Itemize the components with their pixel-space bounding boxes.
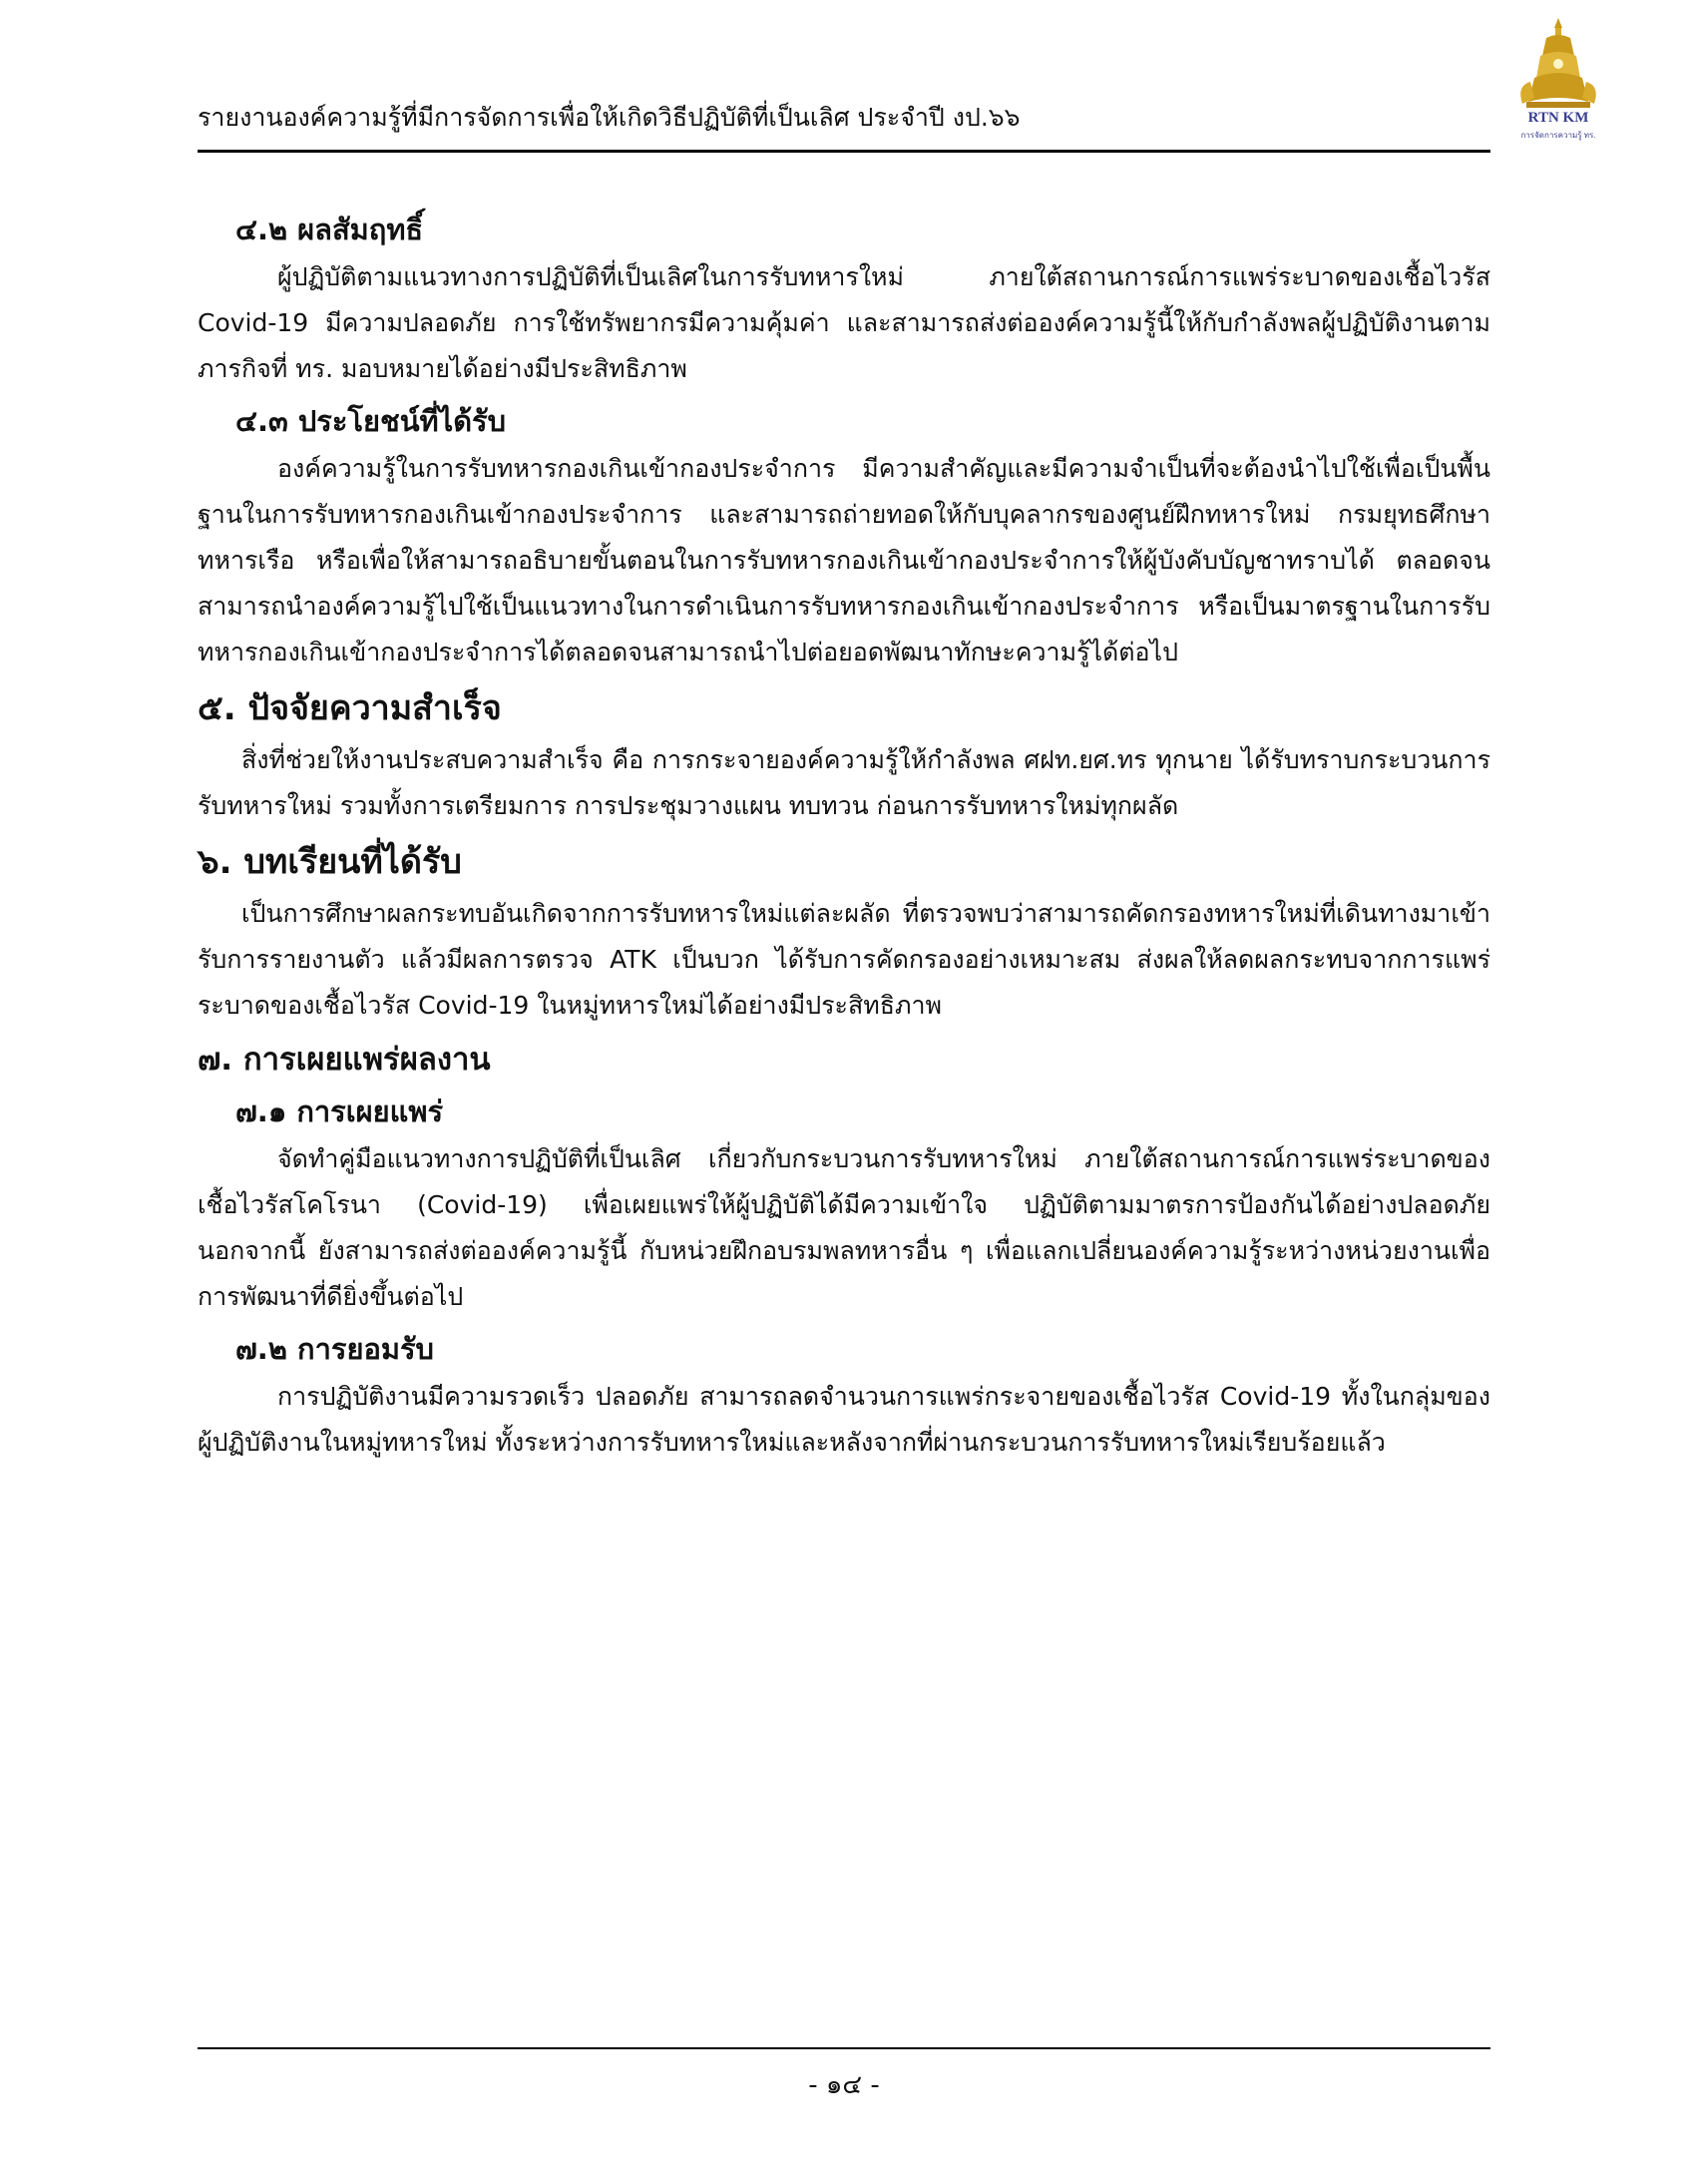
section-paragraph: เป็นการศึกษาผลกระทบอันเกิดจากการรับทหารใหม่แต่ละผลัด ที่ตรวจพบว่าสามารถคัดกรองทหารใหม่ที่เดินทางมาเข้ารับการรายงานตัว แล้วมีผลการตรวจ ATK เป็นบวก ได้รับการคัดกรองอย่างเหมาะสม ส่งผลให้ลดผลกระทบจากการแพร่ระบาดของเชื้อไวรัส Covid-19 ในหมู่ทหารใหม่ได้อย่างมีประสิทธิภาพ [198,899,1490,1020]
header-divider [198,150,1490,153]
document-title: รายงานองค์ความรู้ที่มีการจัดการเพื่อให้เกิดวิธีปฏิบัติที่เป็นเลิศ ประจำปี งป.๖๖ [198,103,1021,132]
logo-subtext: การจัดการความรู้ ทร. [1520,131,1596,140]
section-heading: ๗. การเผยแพร่ผลงาน [198,1042,491,1078]
section-heading: ๗.๑ การเผยแพร่ [235,1094,444,1128]
section-paragraph: องค์ความรู้ในการรับทหารกองเกินเข้ากองประจำการ มีความสำคัญและมีความจำเป็นที่จะต้องนำไปใช้เพื่อเป็นพื้นฐานในการรับทหารกองเกินเข้ากองประจำการ และสามารถถ่ายทอดให้กับบุคลากรของศูนย์ฝึกทหารใหม่ กรมยุทธศึกษาทหารเรือ หรือเพื่อให้สามารถอธิบายขั้นตอนในการรับทหารกองเกินเข้ากองประจำการให้ผู้บังคับบัญชาทราบได้ ตลอดจนสามารถนำองค์ความรู้ไปใช้เป็นแนวทางในการดำเนินการรับทหารกองเกินเข้ากองประจำการ หรือเป็นมาตรฐานในการรับทหารกองเกินเข้ากองประจำการได้ตลอดจนสามารถนำไปต่อยอดพัฒนาทักษะความรู้ได้ต่อไป [198,454,1490,666]
section-heading: ๕. ปัจจัยความสำเร็จ [198,688,502,728]
rtn-km-logo [1508,16,1608,146]
section-heading: ๗.๒ การยอมรับ [235,1332,434,1366]
section-5 [198,679,1490,829]
footer-divider [198,2047,1490,2049]
crown-emblem-icon [1508,16,1608,110]
section-7 [198,1033,1490,1087]
section-paragraph: การปฏิบัติงานมีความรวดเร็ว ปลอดภัย สามารถลดจำนวนการแพร่กระจายของเชื้อไวรัส Covid-19 ทั้งในกลุ่มของผู้ปฏิบัติงานในหมู่ทหารใหม่ ทั้งระหว่างการรับทหารใหม่และหลังจากที่ผ่านกระบวนการรับทหารใหม่เรียบร้อยแล้ว [198,1382,1490,1457]
logo-text: RTN KM [1527,110,1589,126]
section-paragraph: จัดทำคู่มือแนวทางการปฏิบัติที่เป็นเลิศ เกี่ยวกับกระบวนการรับทหารใหม่ ภายใต้สถานการณ์การแพร่ระบาดของเชื้อไวรัสโคโรนา (Covid-19) เพื่อเผยแพร่ให้ผู้ปฏิบัติได้มีความเข้าใจ ปฏิบัติตามมาตรการป้องกันได้อย่างปลอดภัย นอกจากนี้ ยังสามารถส่งต่อองค์ความรู้นี้ กับหน่วยฝึกอบรมพลทหารอื่น ๆ เพื่อแลกเปลี่ยนองค์ความรู้ระหว่างหน่วยงานเพื่อการพัฒนาที่ดียิ่งขึ้นต่อไป [198,1144,1490,1311]
section-7-2 [198,1324,1490,1466]
section-paragraph: สิ่งที่ช่วยให้งานประสบความสำเร็จ คือ การกระจายองค์ความรู้ให้กำลังพล ศฝท.ยศ.ทร ทุกนาย ได้รับทราบกระบวนการรับทหารใหม่ รวมทั้งการเตรียมการ การประชุมวางแผน ทบทวน ก่อนการรับทหารใหม่ทุกผลัด [198,745,1490,820]
page-number: - ๑๔ - [808,2070,880,2100]
section-4-3 [198,396,1490,675]
section-6 [198,833,1490,1029]
section-heading: ๔.๒ ผลสัมฤทธิ์ [235,213,424,246]
section-heading: ๔.๓ ประโยชน์ที่ได้รับ [235,404,507,438]
document-body [198,205,1490,1470]
section-4-2 [198,205,1490,392]
section-7-1 [198,1087,1490,1320]
section-heading: ๖. บทเรียนที่ได้รับ [198,842,462,882]
section-paragraph: ผู้ปฏิบัติตามแนวทางการปฏิบัติที่เป็นเลิศในการรับทหารใหม่ ภายใต้สถานการณ์การแพร่ระบาดของเชื้อไวรัส Covid-19 มีความปลอดภัย การใช้ทรัพยากรมีความคุ้มค่า และสามารถส่งต่อองค์ความรู้นี้ให้กับกำลังพลผู้ปฏิบัติงานตามภารกิจที่ ทร. มอบหมายได้อย่างมีประสิทธิภาพ [198,262,1490,383]
